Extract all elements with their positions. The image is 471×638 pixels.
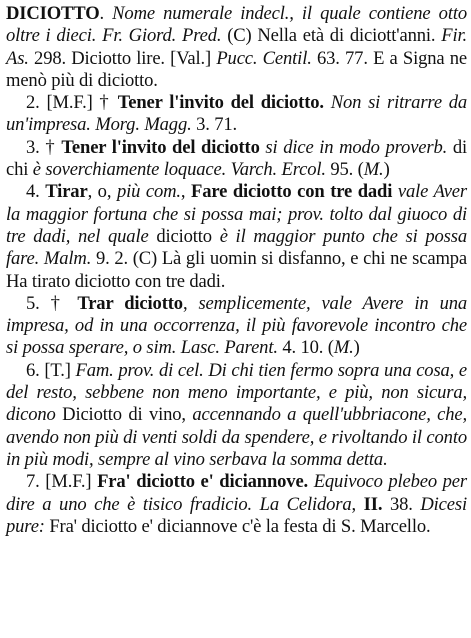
entry-sense-2 — [6, 92, 467, 137]
text-run: diciotto — [156, 225, 212, 247]
text-run: 4. 10. ( — [277, 337, 334, 359]
italic-run: Pucc. Centil. — [216, 47, 312, 69]
text-run: 9. 2. (C) Là gli uomin si disfanno, e chi ne scampa Ha tirato diciotto con tre dadi. — [6, 248, 468, 292]
entry-sense-4 — [6, 181, 467, 292]
text-run: 95. ( — [325, 159, 364, 181]
italic-run: Fam. prov. di cel. Di chi tien fermo sopra una cosa, e del resto, sebbene non meno importante, e più, non sicura, dicono — [6, 359, 468, 426]
text-run: , o, — [87, 181, 117, 203]
italic-run: si dice in modo proverb. — [259, 136, 448, 158]
italic-run: Dicesi pure: — [6, 493, 467, 537]
bold-run: Tirar — [45, 181, 88, 203]
italic-run: tolto dal giuoco di tre dadi, nel quale — [6, 203, 467, 247]
entry-sense-6 — [6, 360, 467, 471]
text-run: 3. 71. — [191, 114, 238, 136]
italic-run: è soverchiamente loquace. Varch. Ercol. — [32, 159, 326, 181]
italic-run: Equivoco plebeo per dire a uno che è tisico fradicio. La Celidora — [6, 471, 467, 515]
italic-run: semplicemente, vale Avere in una impresa, od in una occorrenza, il più favorevole incontro che si possa sperare, o sim. Lasc. Parent. — [6, 292, 468, 359]
text-run: 298. Diciotto lire. [Val.] — [28, 47, 217, 69]
bold-run: DICIOTTO — [6, 3, 100, 24]
italic-run: Fir. As. — [6, 25, 467, 69]
italic-run: più com. — [116, 181, 181, 203]
entry-sense-3 — [6, 137, 467, 182]
text-run: di chi — [6, 136, 467, 181]
italic-run: accennando a quell'ubbriacone, che, avendo non più di venti soldi da spendere, e rivoltando il conto in più modi, sempre al vino serbava la somma detta. — [6, 404, 467, 470]
entry-headword-paragraph — [6, 3, 467, 92]
text-run: 2. [M.F.] † — [26, 92, 118, 114]
italic-run: Non si ritrarre da un'impresa. Morg. Magg. — [6, 92, 468, 136]
bold-run: Fra' diciotto e' diciannove. — [97, 471, 309, 493]
italic-run: vale Aver la maggior fortuna che si possa mai; prov. — [6, 181, 467, 225]
text-run: 63. 77. E a Signa ne menò più di diciotto. — [6, 47, 467, 91]
bold-run: Tener l'invito del diciotto. — [117, 92, 324, 114]
text-run: 4. — [26, 181, 46, 203]
text-run: 5. † — [26, 292, 78, 314]
text-run: , — [351, 493, 364, 515]
entry-sense-5 — [6, 293, 467, 360]
italic-run: M. — [363, 159, 384, 181]
text-run: 6. [T.] — [26, 359, 76, 381]
italic-run: Nome numerale indecl., il quale contiene otto oltre i dieci. Fr. Giord. Pred. — [6, 3, 467, 47]
text-run: 3. † — [26, 136, 62, 158]
text-run: (C) Nella età di diciott'anni. — [221, 25, 442, 47]
text-run: ) — [353, 337, 360, 359]
text-run: . — [99, 3, 113, 24]
bold-run: Trar diciotto — [77, 292, 183, 314]
bold-run: Tener l'invito del diciotto — [61, 136, 260, 158]
bold-run: II. — [363, 493, 383, 515]
text-run: ) — [383, 159, 390, 181]
bold-run: Fare diciotto con tre dadi — [191, 181, 393, 203]
text-run: , — [180, 181, 191, 203]
italic-run: è il maggior punto che si possa fare. Malm. — [6, 225, 467, 270]
entry-sense-7 — [6, 471, 467, 538]
text-run: 38. — [382, 493, 421, 515]
text-run: Fra' diciotto e' diciannove c'è la festa di S. Marcello. — [44, 515, 431, 537]
text-run: 7. [M.F.] — [26, 471, 98, 493]
italic-run: M. — [333, 337, 354, 359]
text-run: Diciotto di vino, — [55, 404, 193, 426]
text-run: , — [182, 292, 199, 314]
